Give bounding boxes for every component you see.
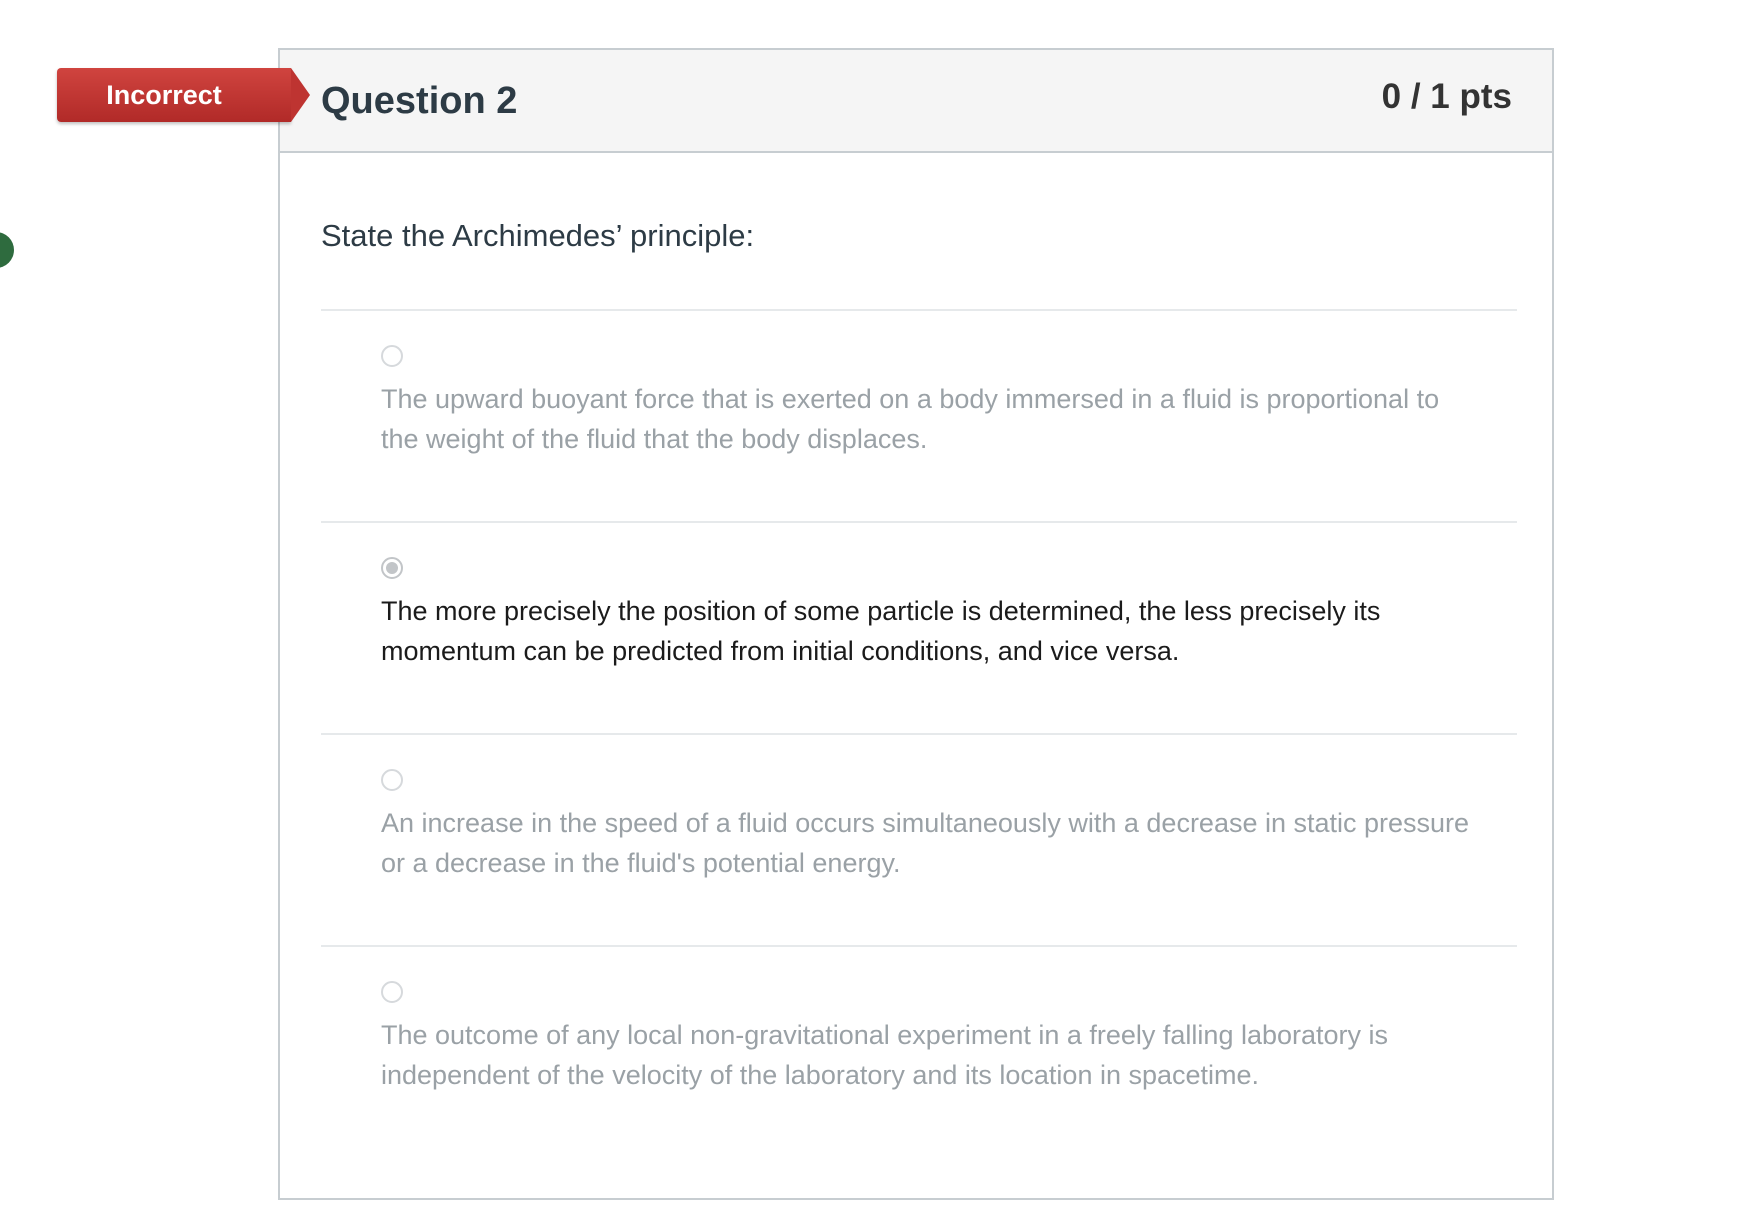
badge-arrow-icon <box>291 68 310 122</box>
incorrect-badge <box>57 68 291 122</box>
question-text: State the Archimedes’ principle: <box>321 218 755 253</box>
answer-text: The more precisely the position of some particle is determined, the less precisely its momentum can be predicted from initial conditions, and vice versa. <box>381 596 1381 666</box>
radio-selected-icon[interactable] <box>381 557 403 579</box>
radio-unselected-icon[interactable] <box>381 345 403 367</box>
answer-text: The upward buoyant force that is exerted on a body immersed in a fluid is proportional to the weight of the fluid that the body displaces. <box>381 384 1440 454</box>
question-header <box>280 50 1552 153</box>
answer-option-4[interactable] <box>321 945 1517 1157</box>
radio-unselected-icon[interactable] <box>381 981 403 1003</box>
edge-circle-icon[interactable] <box>0 232 14 268</box>
question-title: Question 2 <box>321 80 518 122</box>
answer-option-3[interactable] <box>321 733 1517 945</box>
radio-unselected-icon[interactable] <box>381 769 403 791</box>
answer-list <box>321 309 1517 1157</box>
answer-option-2[interactable] <box>321 521 1517 733</box>
incorrect-badge-label: Incorrect <box>106 80 222 110</box>
answer-text: The outcome of any local non-gravitational experiment in a freely falling laboratory is independent of the velocity of the laboratory and its location in spacetime. <box>381 1020 1389 1090</box>
answer-text: An increase in the speed of a fluid occurs simultaneously with a decrease in static pressure or a decrease in the fluid's potential energy. <box>381 808 1470 878</box>
answer-option-1[interactable] <box>321 309 1517 521</box>
question-card <box>278 48 1554 1200</box>
question-points: 0 / 1 pts <box>1381 77 1512 116</box>
